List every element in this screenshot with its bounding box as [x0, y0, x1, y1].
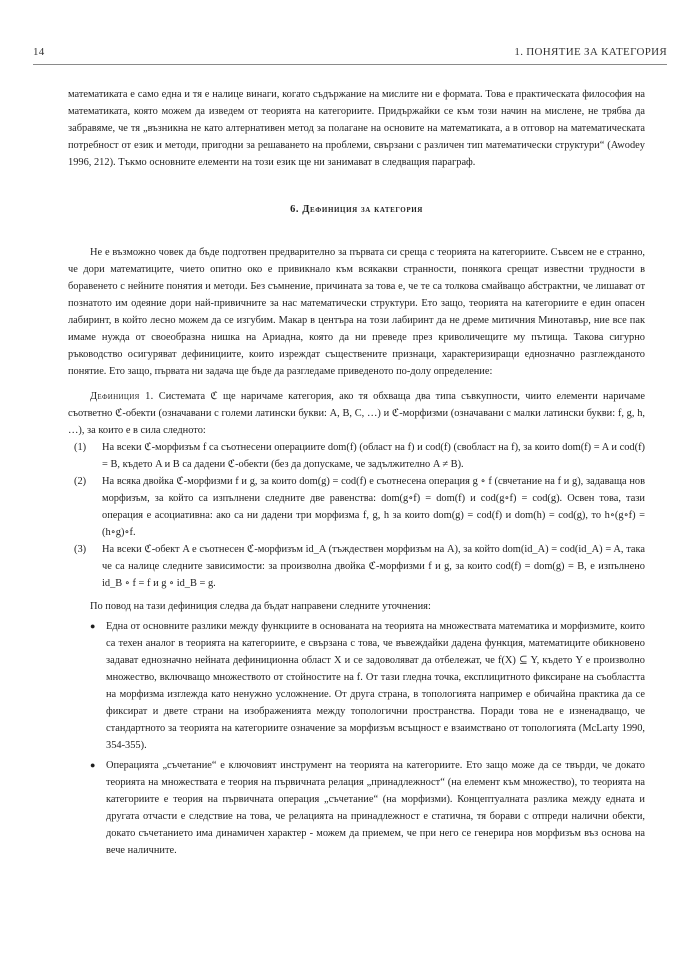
definition-label: Дефиниция 1.	[90, 391, 154, 402]
definition-item-2	[68, 473, 645, 541]
definition-paragraph	[68, 388, 645, 439]
item-text: На всяка двойка ℭ-морфизми f и g, за които dom(g) = cod(f) е съотнесена операция g ∘ f (свчетание на f и g), задаваща нов морфизъм, за който са изпълнени следните две равенства: dom(g∘f) = dom(f) и cod(g∘f) = cod(g). Освен това, тази операция е асоциативна: ако са ни дадени три морфизма f, g, h за които dom(g) = cod(f) и dom(h) = cod(g), то h∘(g∘f) = (h∘g)∘f.	[102, 476, 645, 538]
clarifications-intro: По повод на тази дефиниция следва да бъдат направени следните уточнения:	[90, 601, 431, 612]
item-number: (1)	[74, 442, 87, 453]
definition-text: Системата ℭ ще наричаме категория, ако тя обхваща два типа съвкупности, чиито елементи наричаме съответно ℭ-обекти (означавани с големи латински букви: A, B, C, …) и ℭ-морфизми (означавани с малки латински букви: f, g, h, …), за които е в сила следното:	[68, 391, 645, 436]
item-number: (3)	[74, 544, 87, 555]
item-text: На всеки ℭ-обект A е съотнесен ℭ-морфизъм id_A (тъждествен морфизъм на A), за който dom(id_A) = cod(id_A) = A, така че са налице следните зависимости: за произволна двойка ℭ-морфизми f и g, за които cod(f) = dom(g) = B, е изпълнено id_B ∘ f = f и g ∘ id_B = g.	[102, 544, 645, 589]
bullet-text: Една от основните разлики между функциите в основаната на теорията на множествата математика и морфизмите, които са техен аналог в теорията на категориите, е свързана с това, че въвеждайки дадена функция, математиците обикновено задават еднозначно нейната дефиниционна област X и се задоволяват да отбележат, че f(X) ⊆ Y, където Y е произволно множество, включващо множеството от стойностите на f. От тази гледна точка, експлицитното фиксиране на съобластта на морфизма изглежда като ненужно усложнение. От друга страна, в топологията например е обичайна практика да се фиксират и двете страни на изображенията между топологични пространства. Поради това не е изненадващо, че стандартното за теорията на категориите означение за морфизъм всъщност е взаимствано от топологията (McLarty 1990, 354-355).	[106, 621, 645, 751]
bullet-text: Операцията „съчетание“ е ключовият инструмент на теорията на категориите. Ето защо може да се твърди, че докато теорията на множествата е теория на първичната релация „принадлежност“ (на елемент към множество), то теорията на категориите е теория на първичната операция „съчетание“ (на морфизми). Концептуалната разлика между едната и другата отчасти е следствие на това, че релацията на принадлежност е статична, тя борави с отпреди налични обекти, докато съчетанието има динамичен характер - можем да приемем, че при него се генерира нов морфизъм въз основа на вече наличните.	[106, 760, 645, 856]
header-rule	[33, 64, 667, 65]
section-heading: 6. Дефиниция за категория	[290, 204, 423, 215]
bullet-icon: ●	[90, 621, 96, 631]
clarification-bullet-2	[68, 757, 645, 859]
bullet-icon: ●	[90, 760, 96, 770]
section-paragraph: Не е възможно човек да бъде подготвен предварително за първата си среща с теорията на категориите. Съвсем не е странно, че дори математиците, чието опитно око е привикнало към всякакви странности, понякога срещат известни трудности в боравенето с нейните понятия и методи. Без съмнение, причината за това е, че те са толкова смайващо абстрактни, че лишават от познатото им одеяние дори най-привичните за нас математически структури. Ето защо, теорията на категориите е един опасен лабиринт, в който лесно можем да се изгубим. Макар в центъра на този лабиринт да не дреме митичния Минотавър, ние все пак имаме нужда от своеобразна нишка на Ариадна, която да ни преведе през криволичещите му пътища. Такова сигурно ръководство осигуряват дефинициите, които изреждат съществените признаци, характеризиращи еднозначно разглежданото понятие. Ето защо, първата ни задача ще бъде да разгледаме приведеното по-долу определение:	[68, 247, 645, 377]
page-body	[68, 86, 645, 859]
item-number: (2)	[74, 476, 87, 487]
clarification-bullet-1	[68, 618, 645, 754]
definition-item-3	[68, 541, 645, 592]
running-head	[33, 46, 667, 62]
page-number: 14	[33, 46, 45, 58]
definition-item-1	[68, 439, 645, 473]
item-text: На всеки ℭ-морфизъм f са съотнесени операциите dom(f) (област на f) и cod(f) (свобласт на f), за които dom(f) = A и cod(f) = B, където A и B са дадени ℭ-обекти (без да допускаме, че задължително A ≠ B).	[102, 442, 645, 470]
intro-paragraph: математиката е само една и тя е налице винаги, когато съдържание на мислите ни е формата. Това е практическата философия на математиката, която можем да изведем от теорията на категориите. Придържайки се към този начин на мислене, не трябва да забравяме, че тя „възникна не като алтернативен метод за полагане на основите на математиката, а в отговор на математическата потребност от език и методи, пригодни за решаването на проблеми, свързани с различен тип математически структури“ (Awodey 1996, 212). Тъкмо основните елементи на този език ще ни занимават в следващия параграф.	[68, 89, 645, 168]
chapter-title: 1. ПОНЯТИЕ ЗА КАТЕГОРИЯ	[514, 46, 667, 58]
